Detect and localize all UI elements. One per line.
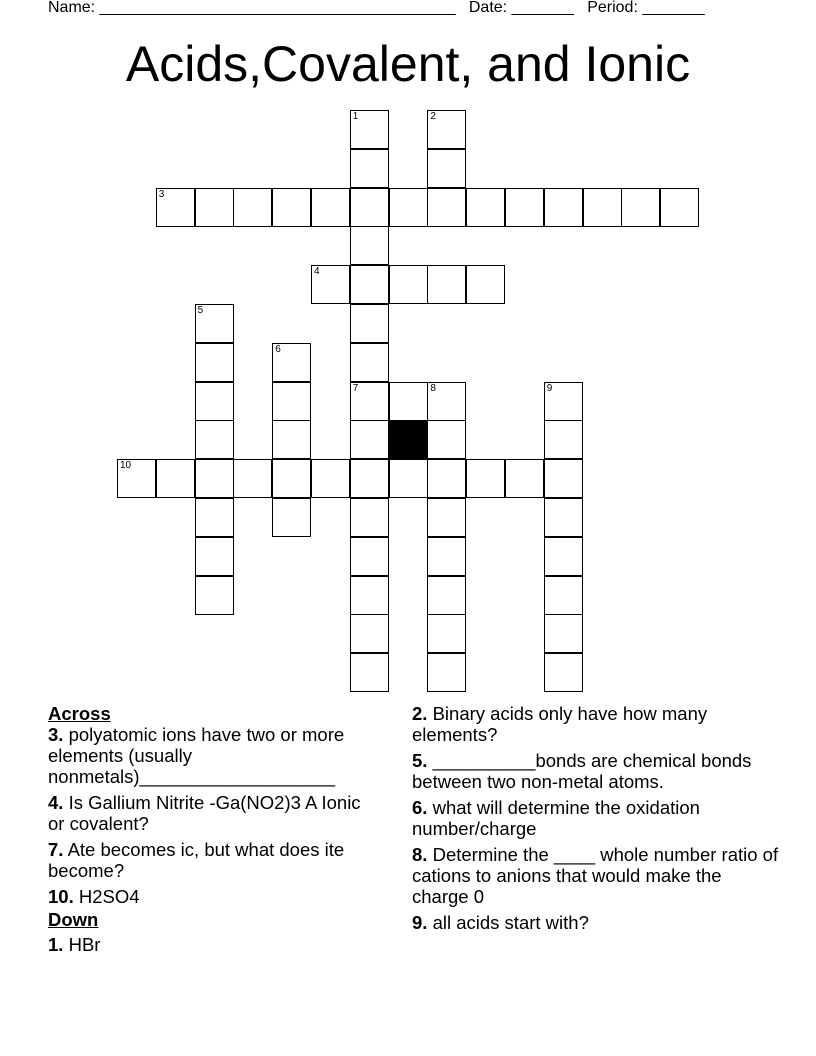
across-heading: Across bbox=[48, 703, 111, 724]
clue-number: 5. bbox=[412, 750, 428, 771]
clue-number-label: 1 bbox=[352, 111, 359, 122]
crossword-cell[interactable] bbox=[350, 614, 389, 653]
clue-text: Determine the ____ whole number ratio of cations to anions that would make the charge 0 bbox=[412, 844, 779, 907]
crossword-cell[interactable] bbox=[427, 149, 466, 188]
crossword-cell[interactable] bbox=[156, 459, 195, 498]
crossword-cell[interactable] bbox=[195, 576, 234, 615]
clue-number: 8. bbox=[412, 844, 428, 865]
clue-text: H2SO4 bbox=[78, 886, 140, 907]
clue-down-6 bbox=[412, 797, 782, 839]
crossword-cell[interactable] bbox=[621, 188, 660, 227]
crossword-cell[interactable] bbox=[389, 382, 428, 421]
crossword-cell[interactable] bbox=[389, 188, 428, 227]
crossword-cell[interactable] bbox=[544, 420, 583, 459]
crossword-cell[interactable] bbox=[466, 188, 505, 227]
crossword-cell[interactable] bbox=[427, 265, 466, 304]
clue-across-7 bbox=[48, 839, 378, 881]
crossword-cell[interactable] bbox=[350, 459, 389, 498]
crossword-cell[interactable] bbox=[272, 382, 311, 421]
clue-down-2 bbox=[412, 703, 782, 745]
crossword-cell[interactable] bbox=[195, 420, 234, 459]
crossword-cell[interactable] bbox=[350, 537, 389, 576]
crossword-cell[interactable] bbox=[660, 188, 699, 227]
clue-number-label: 7 bbox=[352, 382, 359, 394]
crossword-cell[interactable] bbox=[544, 576, 583, 615]
clue-number-label: 10 bbox=[120, 460, 132, 472]
crossword-cell[interactable] bbox=[350, 382, 389, 421]
crossword-cell[interactable] bbox=[427, 498, 466, 537]
crossword-cell[interactable] bbox=[350, 498, 389, 537]
page-title: Acids,Covalent, and Ionic bbox=[125, 36, 691, 92]
clue-number-label: 6 bbox=[275, 343, 281, 355]
crossword-cell[interactable] bbox=[544, 498, 583, 537]
clue-number: 7. bbox=[48, 839, 64, 860]
crossword-cell[interactable] bbox=[272, 420, 311, 459]
crossword-cell[interactable] bbox=[350, 576, 389, 615]
crossword-cell[interactable] bbox=[350, 420, 389, 459]
crossword-cell[interactable] bbox=[195, 382, 234, 421]
clue-down-1 bbox=[48, 934, 378, 955]
clue-text: polyatomic ions have two or more elements (usually nonmetals)___________________ bbox=[48, 724, 345, 787]
period-blank[interactable]: _______ bbox=[642, 0, 705, 16]
clue-across-3 bbox=[48, 724, 378, 787]
clue-number-label: 5 bbox=[197, 305, 204, 316]
clue-text: Is Gallium Nitrite -Ga(NO2)3 A Ionic or covalent? bbox=[48, 792, 361, 834]
crossword-cell[interactable] bbox=[311, 188, 350, 227]
crossword-cell[interactable] bbox=[195, 498, 234, 537]
crossword-cell[interactable] bbox=[505, 188, 544, 227]
crossword-cell[interactable] bbox=[350, 265, 389, 304]
clue-number-label: 9 bbox=[546, 382, 553, 394]
clue-across-10 bbox=[48, 886, 378, 907]
clues-left-column bbox=[48, 703, 378, 960]
crossword-cell[interactable] bbox=[233, 459, 272, 498]
clue-number: 6. bbox=[412, 797, 428, 818]
crossword-cell[interactable] bbox=[350, 304, 389, 343]
crossword-cell[interactable] bbox=[466, 265, 505, 304]
crossword-cell[interactable] bbox=[427, 614, 466, 653]
down-heading: Down bbox=[48, 909, 99, 930]
crossword-cell[interactable] bbox=[544, 188, 583, 227]
date-blank[interactable]: _______ bbox=[511, 0, 574, 16]
clue-down-8 bbox=[412, 844, 782, 907]
crossword-cell[interactable] bbox=[427, 382, 466, 421]
crossword-cell[interactable] bbox=[583, 188, 622, 227]
crossword-cell[interactable] bbox=[544, 614, 583, 653]
crossword-cell[interactable] bbox=[505, 459, 544, 498]
crossword-cell[interactable] bbox=[544, 537, 583, 576]
crossword-cell[interactable] bbox=[427, 459, 466, 498]
crossword-cell[interactable] bbox=[272, 188, 311, 227]
crossword-cell[interactable] bbox=[350, 343, 389, 382]
crossword-cell[interactable] bbox=[272, 459, 311, 498]
crossword-cell[interactable] bbox=[427, 110, 466, 149]
clue-down-5 bbox=[412, 750, 782, 792]
crossword-cell[interactable] bbox=[350, 226, 389, 265]
clue-number-label: 4 bbox=[314, 266, 320, 278]
clue-number: 9. bbox=[412, 912, 428, 933]
crossword-cell[interactable] bbox=[427, 653, 466, 692]
clue-number-label: 2 bbox=[430, 111, 436, 122]
crossword-cell[interactable] bbox=[233, 188, 272, 227]
crossword-cell[interactable] bbox=[427, 537, 466, 576]
crossword-cell[interactable] bbox=[350, 653, 389, 692]
date-label: Date: bbox=[468, 0, 508, 16]
clue-text: Binary acids only have how many elements? bbox=[412, 703, 708, 745]
name-blank[interactable]: ________________________________________ bbox=[99, 0, 456, 16]
crossword-cell[interactable] bbox=[311, 265, 350, 304]
clue-text: HBr bbox=[68, 934, 101, 955]
crossword-cell[interactable] bbox=[156, 188, 195, 227]
clue-number: 1. bbox=[48, 934, 64, 955]
crossword-cell[interactable] bbox=[350, 110, 389, 149]
crossword-cell[interactable] bbox=[350, 188, 389, 227]
clue-number: 3. bbox=[48, 724, 64, 745]
crossword-cell[interactable] bbox=[350, 149, 389, 188]
clue-text: all acids start with? bbox=[432, 912, 589, 933]
clue-number: 4. bbox=[48, 792, 64, 813]
clue-text: __________bonds are chemical bonds between two non-metal atoms. bbox=[412, 750, 752, 792]
crossword-cell[interactable] bbox=[544, 459, 583, 498]
crossword-cell[interactable] bbox=[544, 653, 583, 692]
crossword-cell[interactable] bbox=[195, 304, 234, 343]
clue-number-label: 3 bbox=[158, 188, 165, 200]
crossword-cell[interactable] bbox=[272, 498, 311, 537]
crossword-cell[interactable] bbox=[272, 343, 311, 382]
clue-down-9 bbox=[412, 912, 782, 933]
crossword-cell[interactable] bbox=[195, 537, 234, 576]
crossword-cell[interactable] bbox=[466, 459, 505, 498]
clue-across-4 bbox=[48, 792, 378, 834]
period-label: Period: bbox=[587, 0, 638, 16]
clue-number: 10. bbox=[48, 886, 74, 907]
crossword-cell[interactable] bbox=[117, 459, 156, 498]
crossword-cell[interactable] bbox=[427, 420, 466, 459]
crossword-cell[interactable] bbox=[195, 459, 234, 498]
clue-text: Ate becomes ic, but what does ite become? bbox=[48, 839, 345, 881]
crossword-cell[interactable] bbox=[427, 188, 466, 227]
crossword-cell[interactable] bbox=[544, 382, 583, 421]
crossword-cell[interactable] bbox=[195, 343, 234, 382]
clue-number-label: 8 bbox=[430, 382, 436, 394]
clue-number: 2. bbox=[412, 703, 428, 724]
crossword-black-cell bbox=[389, 420, 428, 459]
clue-text: what will determine the oxidation number/charge bbox=[412, 797, 700, 839]
crossword-cell[interactable] bbox=[389, 459, 428, 498]
crossword-cell[interactable] bbox=[427, 576, 466, 615]
crossword-cell[interactable] bbox=[311, 459, 350, 498]
crossword-cell[interactable] bbox=[389, 265, 428, 304]
crossword-cell[interactable] bbox=[195, 188, 234, 227]
clues-right-column bbox=[412, 703, 782, 938]
name-label: Name: bbox=[48, 0, 96, 16]
